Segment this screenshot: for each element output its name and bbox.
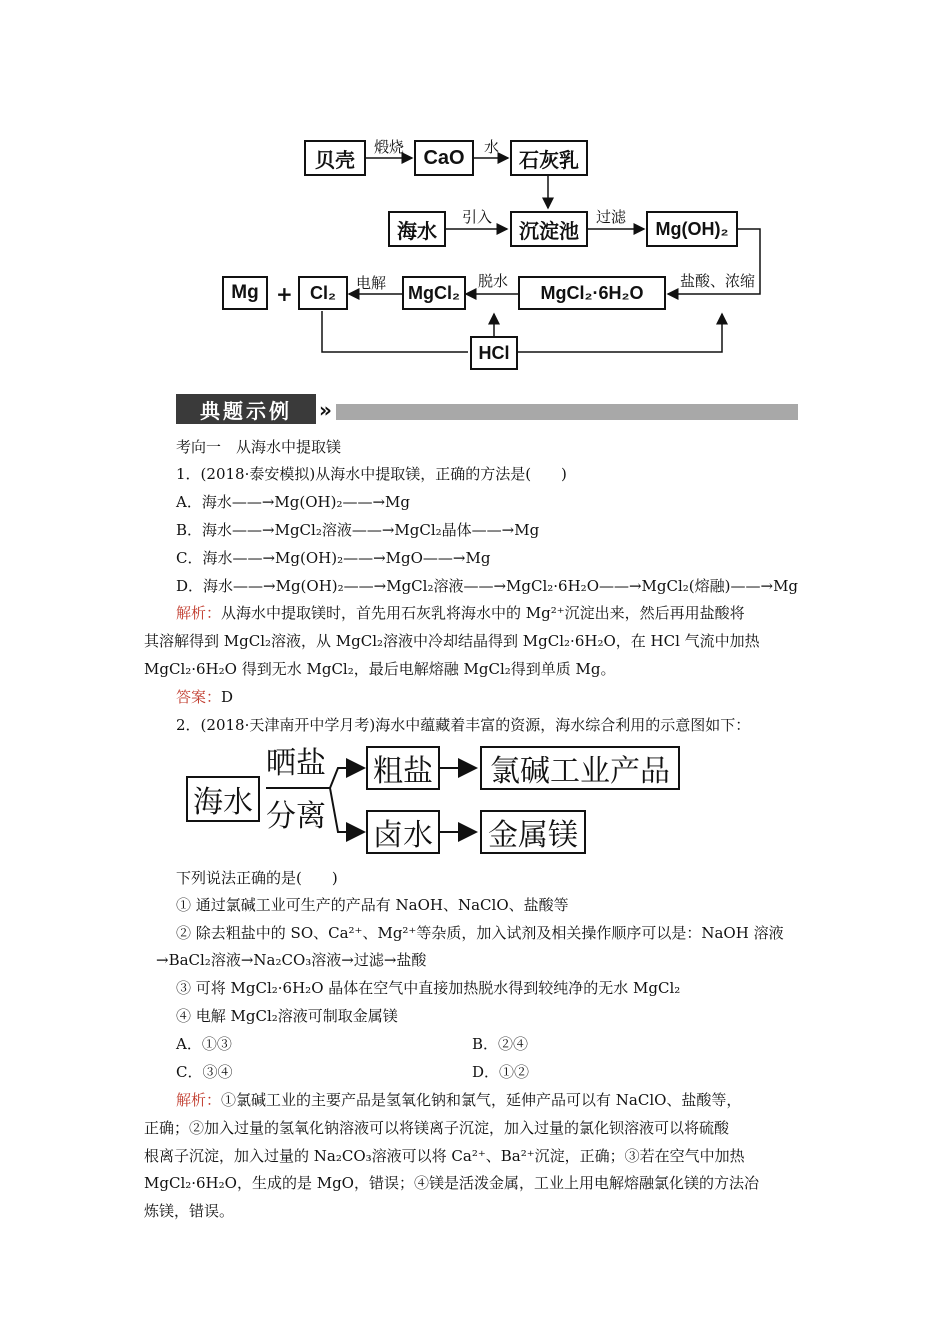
chevron-right-icon: » — [319, 398, 332, 422]
q2-statement-1: ① 通过氯碱工业可生产的产品有 NaOH、NaClO、盐酸等 — [176, 896, 569, 914]
box-hcl: HCl — [470, 336, 518, 370]
q2-statement-3: ③ 可将 MgCl₂·6H₂O 晶体在空气中直接加热脱水得到较纯净的无水 MgCl₂ — [176, 979, 681, 997]
q1-answer-line — [176, 687, 233, 707]
exam-direction: 考向一 从海水中提取镁 — [176, 438, 342, 456]
q2-analysis-label: 解析： — [176, 1091, 222, 1109]
label-water: 水 — [484, 138, 500, 156]
label-electrolysis: 电解 — [356, 274, 387, 292]
q1-analysis-line-3: MgCl₂·6H₂O 得到无水 MgCl₂，最后电解熔融 MgCl₂得到单质 Mg。 — [144, 660, 616, 678]
label-acid-concentrate: 盐酸、浓缩 — [680, 272, 756, 290]
label-filter: 过滤 — [596, 208, 627, 226]
q2-label-separate: 分离 — [266, 799, 326, 834]
box-lime-milk: 石灰乳 — [510, 140, 588, 176]
q2-analysis-line-4: MgCl₂·6H₂O，生成的是 MgO，错误；④镁是活泼金属，工业上用电解熔融氯化镁的方法冶 — [144, 1174, 759, 1192]
q2-label-sun-salt: 晒盐 — [266, 746, 326, 781]
box-mgoh2: Mg(OH)₂ — [646, 211, 738, 247]
q2-analysis-line-3: 根离子沉淀，加入过量的 Na₂CO₃溶液可以将 Ca²⁺、Ba²⁺沉淀，正确；③若在空气中加热 — [144, 1147, 745, 1165]
q1-option-c: C．海水——→Mg(OH)₂——→MgO——→Mg — [176, 549, 491, 567]
box-mgcl2: MgCl₂ — [402, 276, 466, 310]
q2-diagram-arrows — [0, 740, 950, 870]
q2-statement-4: ④ 电解 MgCl₂溶液可制取金属镁 — [176, 1007, 398, 1025]
label-introduce: 引入 — [462, 208, 493, 226]
q1-answer-label: 答案： — [176, 688, 222, 706]
q1-answer: D — [221, 688, 234, 706]
q1-analysis-line-1 — [176, 603, 745, 623]
q2-statement-2: ② 除去粗盐中的 SO、Ca²⁺、Mg²⁺等杂质，加入试剂及相关操作顺序可以是：NaOH 溶液 — [176, 924, 784, 942]
box-cao: CaO — [414, 140, 474, 176]
q2-stem: 2．(2018·天津南开中学月考)海水中蕴藏着丰富的资源，海水综合利用的示意图如下： — [176, 716, 751, 734]
q1-stem: 1．(2018·泰安模拟)从海水中提取镁，正确的方法是( ) — [176, 465, 567, 483]
q2-prompt: 下列说法正确的是( ) — [176, 869, 338, 887]
q1-analysis-line-2: 其溶解得到 MgCl₂溶液，从 MgCl₂溶液中冷却结晶得到 MgCl₂·6H₂O，在 HCl 气流中加热 — [144, 632, 760, 650]
box-shell: 贝壳 — [304, 140, 366, 176]
plus-sign: + — [276, 282, 293, 306]
q2-box-brine: 卤水 — [366, 810, 440, 854]
q2-option-d: D．①② — [472, 1063, 530, 1081]
q2-analysis-line-5: 炼镁，错误。 — [144, 1202, 235, 1220]
q1-option-d: D．海水——→Mg(OH)₂——→MgCl₂溶液——→MgCl₂·6H₂O——→MgCl₂(熔融)——→Mg — [176, 577, 799, 595]
section-title: 典题示例 — [176, 394, 316, 424]
q2-box-chlor-alkali: 氯碱工业产品 — [480, 746, 680, 790]
q2-analysis-line-1 — [176, 1090, 741, 1110]
q2-box-crude-salt: 粗盐 — [366, 746, 440, 790]
q1-analysis-text-1: 从海水中提取镁时，首先用石灰乳将海水中的 Mg²⁺沉淀出来，然后再用盐酸将 — [221, 604, 745, 622]
banner-bar — [336, 404, 798, 420]
q1-option-b: B．海水——→MgCl₂溶液——→MgCl₂晶体——→Mg — [176, 521, 540, 539]
q2-box-seawater: 海水 — [186, 776, 260, 822]
q2-analysis-line-2: 正确；②加入过量的氢氧化钠溶液可以将镁离子沉淀，加入过量的氯化钡溶液可以将硫酸 — [144, 1119, 730, 1137]
box-mgcl2-hydrate: MgCl₂·6H₂O — [518, 276, 666, 310]
label-dehydrate: 脱水 — [478, 272, 509, 290]
q1-option-a: A．海水——→Mg(OH)₂——→Mg — [176, 493, 410, 511]
flow-diagram-arrows — [0, 0, 950, 390]
q2-statement-2-cont: →BaCl₂溶液→Na₂CO₃溶液→过滤→盐酸 — [156, 951, 427, 969]
box-settling-tank: 沉淀池 — [510, 211, 588, 247]
q2-analysis-text-1: ①氯碱工业的主要产品是氢氧化钠和氯气，延伸产品可以有 NaClO、盐酸等， — [221, 1091, 742, 1109]
q2-box-metal-mg: 金属镁 — [480, 810, 586, 854]
q1-analysis-label: 解析： — [176, 604, 222, 622]
q2-option-a: A．①③ — [176, 1035, 232, 1053]
section-banner — [176, 394, 798, 424]
box-cl2: Cl₂ — [298, 276, 348, 310]
box-seawater: 海水 — [388, 211, 446, 247]
label-calcine: 煅烧 — [374, 138, 405, 156]
box-mg: Mg — [222, 276, 268, 310]
q2-option-c: C．③④ — [176, 1063, 233, 1081]
q2-option-b: B．②④ — [472, 1035, 529, 1053]
